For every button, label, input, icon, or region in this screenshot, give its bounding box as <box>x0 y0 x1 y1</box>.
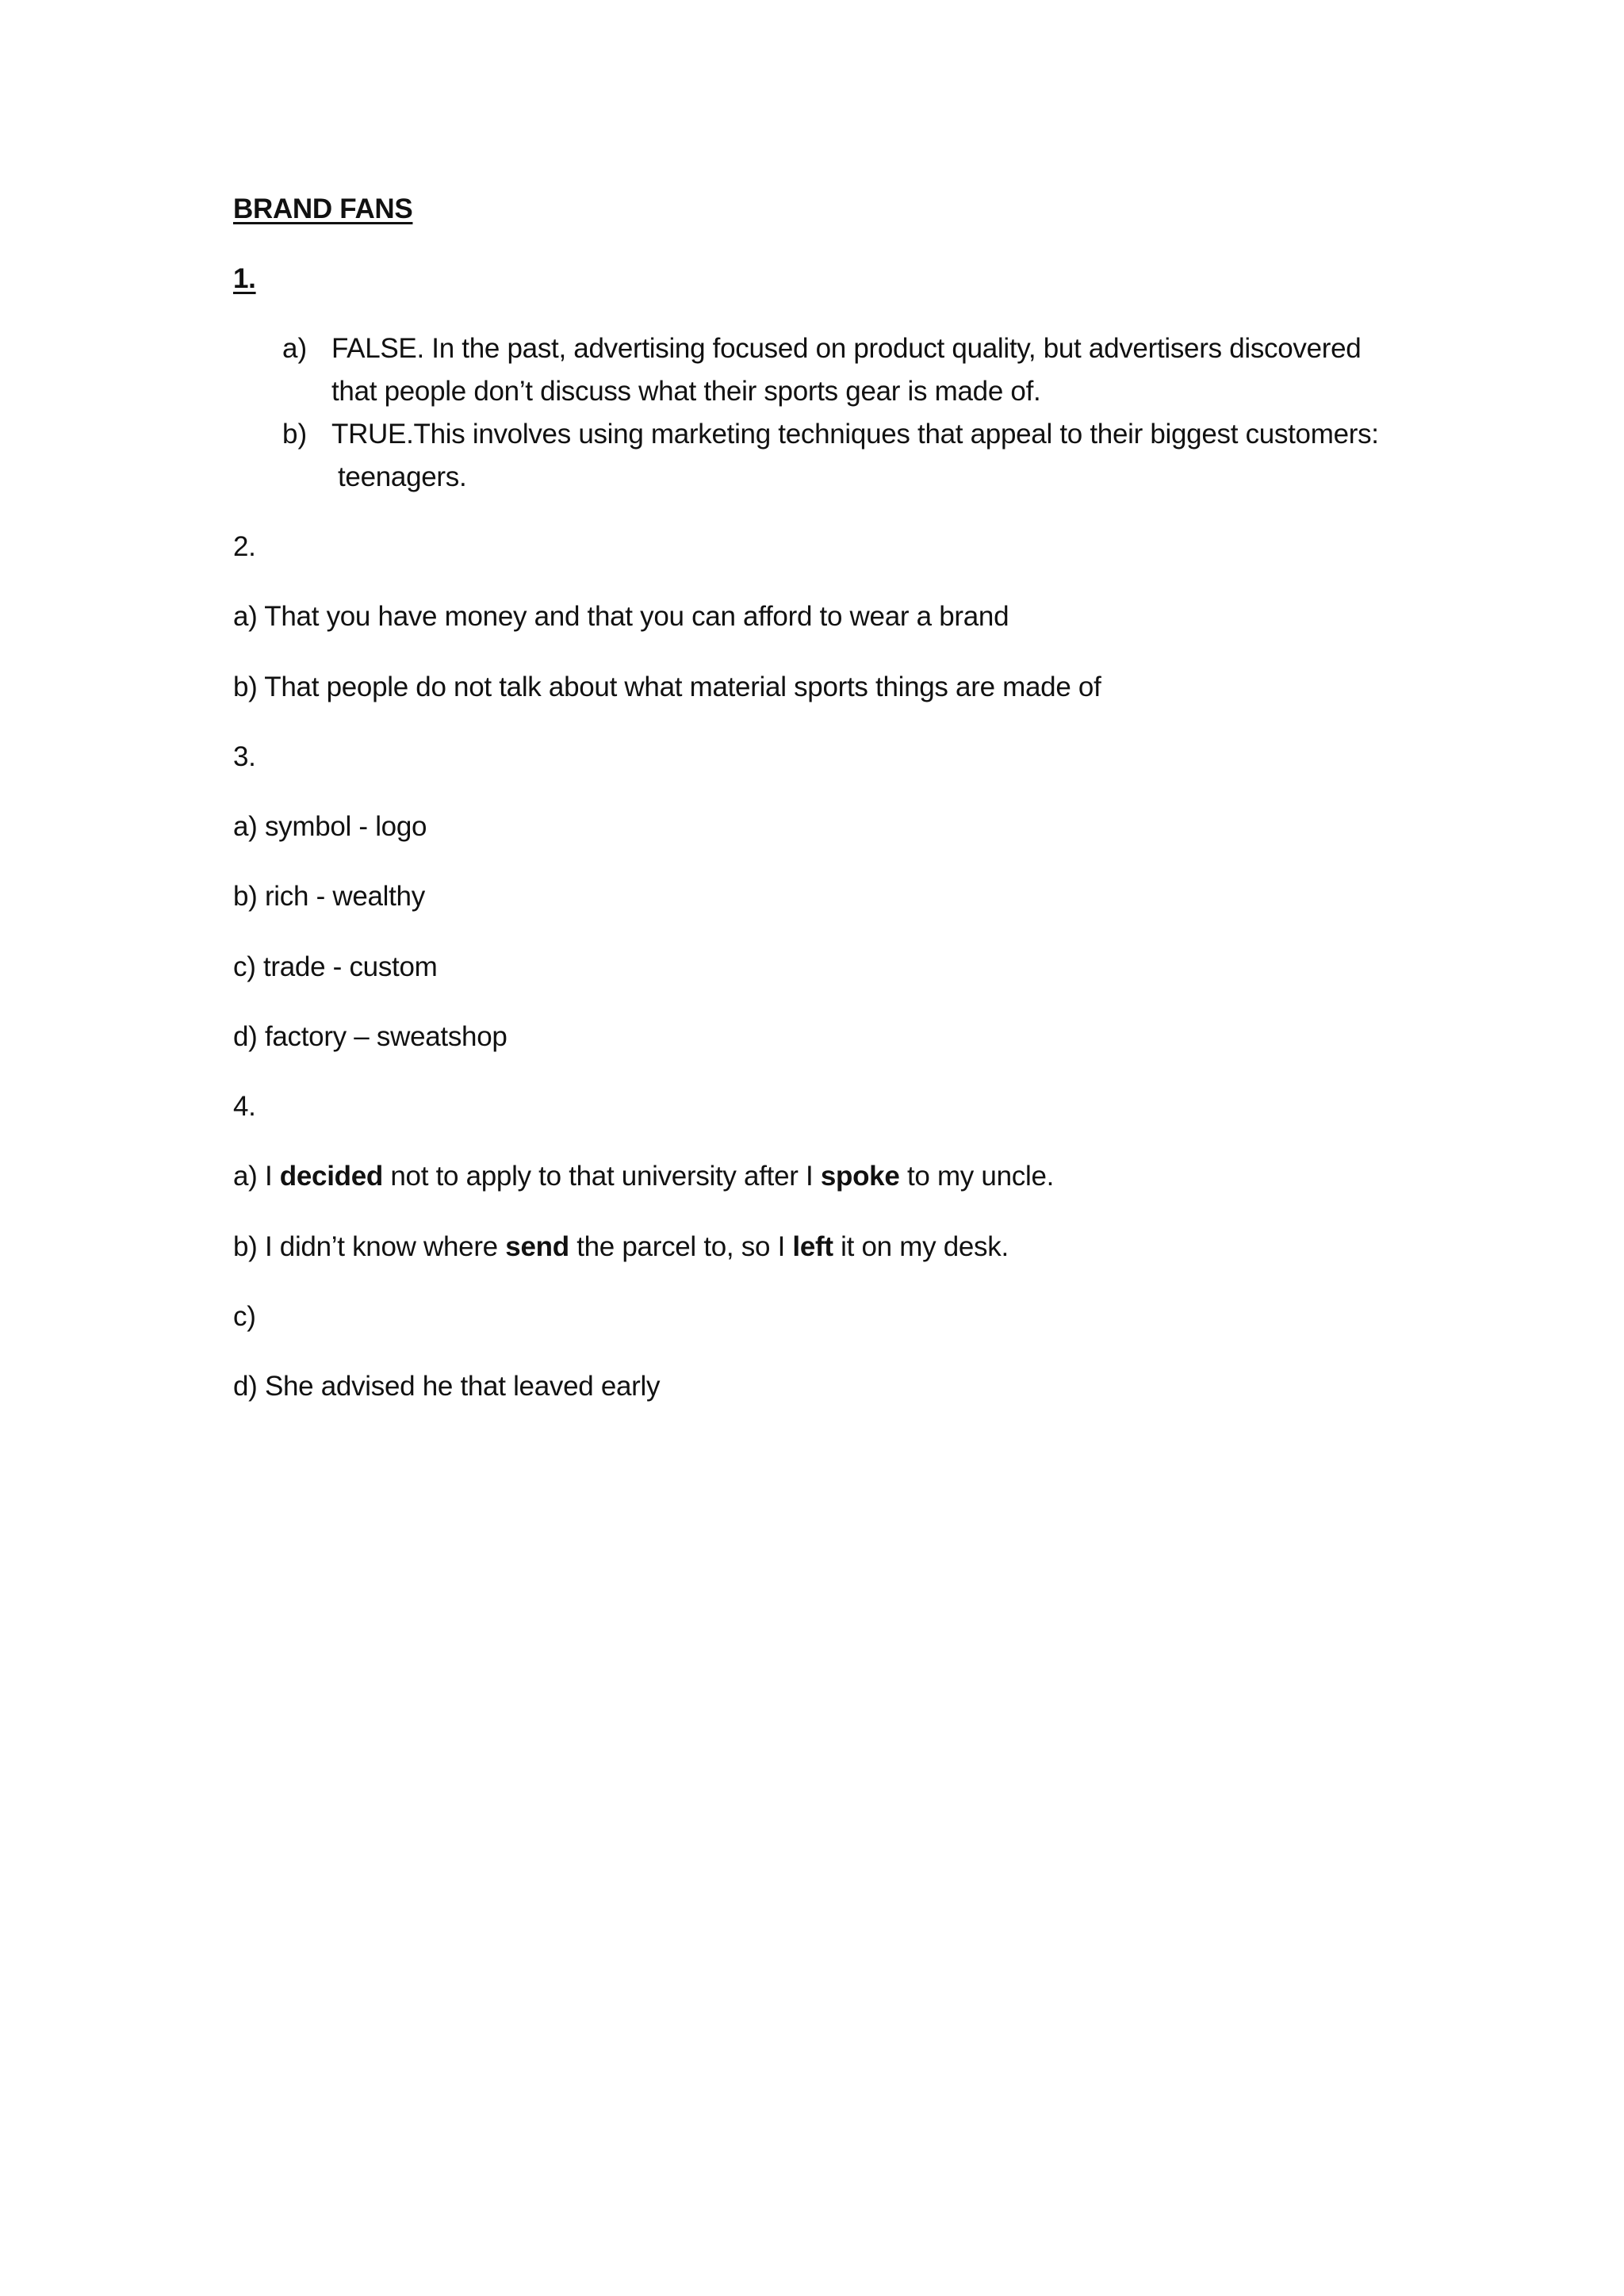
section-4-b-text-3: it on my desk. <box>833 1231 1009 1262</box>
section-4-a-bold-1: decided <box>279 1161 383 1192</box>
section-2-answer-b: b) That people do not talk about what material sports things are made of <box>233 672 1101 702</box>
section-3-number: 3. <box>233 741 256 772</box>
section-1-item-b-line-1: TRUE.This involves using marketing techniques that appeal to their biggest customers: <box>331 419 1379 450</box>
section-4-number: 4. <box>233 1091 256 1122</box>
document-title: BRAND FANS <box>233 193 413 224</box>
section-4-a-bold-2: spoke <box>820 1161 900 1192</box>
section-1-number: 1. <box>233 263 256 294</box>
section-4-b-text-1: b) I didn’t know where <box>233 1231 506 1262</box>
section-1-item-a-marker: a) <box>282 333 308 364</box>
section-4-answer-c: c) <box>233 1301 256 1332</box>
section-4-a-text-3: to my uncle. <box>899 1161 1055 1192</box>
section-4-a-text-2: not to apply to that university after I <box>382 1161 821 1192</box>
section-3-answer-c: c) trade - custom <box>233 951 438 982</box>
section-4-answer-b <box>233 1230 1009 1265</box>
section-1-item-b <box>331 413 1426 499</box>
section-4-a-text-1: a) I <box>233 1161 280 1192</box>
section-4-b-bold-1: send <box>505 1231 569 1262</box>
section-1-item-b-line-2: teenagers. <box>338 461 467 492</box>
section-1-item-b-marker: b) <box>282 419 308 450</box>
section-1-item-a-line-1: FALSE. In the past, advertising focused on product quality, but advertisers discovered <box>331 333 1362 364</box>
section-4-b-bold-2: left <box>792 1231 833 1262</box>
section-2-answer-a: a) That you have money and that you can afford to wear a brand <box>233 601 1009 632</box>
section-1-item-a <box>331 327 1426 413</box>
section-4-answer-d: d) She advised he that leaved early <box>233 1371 661 1402</box>
section-3-answer-a: a) symbol - logo <box>233 811 427 842</box>
section-1-item-a-line-2: that people don’t discuss what their sports gear is made of. <box>331 376 1041 407</box>
section-3-answer-d: d) factory – sweatshop <box>233 1021 508 1052</box>
section-4-answer-a <box>233 1159 1054 1194</box>
section-4-b-text-2: the parcel to, so I <box>569 1231 793 1262</box>
section-3-answer-b: b) rich - wealthy <box>233 881 425 912</box>
section-2-number: 2. <box>233 531 256 562</box>
